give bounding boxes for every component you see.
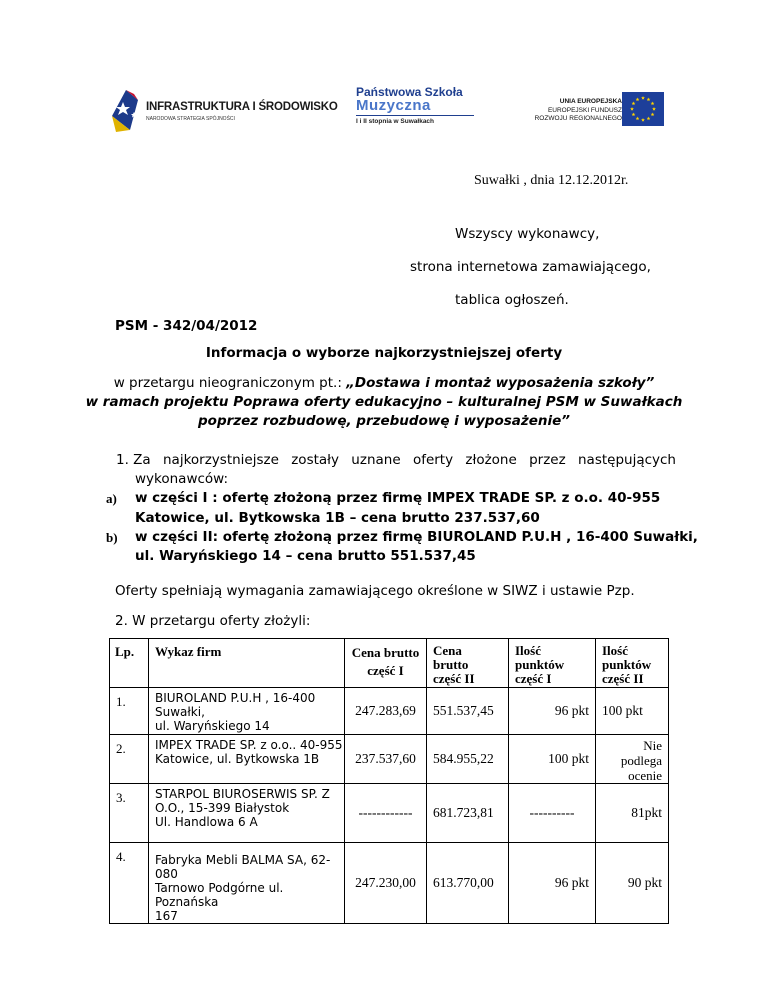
row-points-part1: 100 pkt: [509, 735, 596, 784]
row-points-part2: [596, 784, 669, 843]
recipient-contractors: Wszyscy wykonawcy,: [455, 226, 600, 242]
header-price-part1-line: Cena brutto: [351, 645, 420, 660]
row-points-part2: [596, 843, 669, 924]
row-points-part2-line: ocenie: [628, 768, 662, 783]
eu-logo-line1: UNIA EUROPEJSKA: [559, 98, 622, 105]
infrastruktura-logo: [108, 86, 338, 134]
row-lp: 4.: [110, 843, 149, 924]
header-points-part1-line: część I: [515, 671, 552, 686]
row-price-part1: ------------: [345, 784, 427, 843]
row-price-part1: 237.537,60: [345, 735, 427, 784]
winners-intro-word: uznane: [351, 452, 401, 468]
winners-intro-word: najkorzystniejsze: [163, 452, 279, 468]
row-points-part1: 96 pkt: [509, 843, 596, 924]
row-lp: 1.: [110, 688, 149, 735]
psm-logo: [350, 84, 480, 134]
header-firms: Wykaz firm: [149, 639, 345, 688]
header-points-part1-line: punktów: [515, 657, 565, 672]
row-price-part1: 247.283,69: [345, 688, 427, 735]
infra-subtitle: NARODOWA STRATEGIA SPÓJNOŚCI: [146, 116, 235, 122]
bids-table: [109, 638, 669, 924]
header-points-part1-line: Ilość: [515, 643, 541, 658]
eu-logo: [524, 92, 664, 132]
tender-intro-line1: [0, 375, 768, 391]
winner-part2-line1: w części II: ofertę złożoną przez firmę BIUROLAND P.U.H , 16-400 Suwałki,: [135, 529, 698, 545]
psm-logo-rule: [356, 115, 474, 116]
row-firm-line: O.O., 15-399 Białystok: [155, 801, 290, 815]
winner-part1-line1: w części I : ofertę złożoną przez firmę IMPEX TRADE SP. z o.o. 40-955: [135, 490, 661, 506]
document-date: Suwałki , dnia 12.12.2012r.: [474, 173, 629, 188]
row-firm-line: Suwałki,: [155, 705, 205, 719]
eu-flag-icon: [622, 92, 664, 126]
table-row: [110, 688, 669, 735]
header-price-part2: [427, 639, 509, 688]
table-row: [110, 784, 669, 843]
row-firm: [149, 784, 345, 843]
row-points-part2-line: 90 pkt: [627, 875, 662, 890]
header-price-part2-line: brutto: [433, 657, 469, 672]
header-points-part2: [596, 639, 669, 688]
recipient-noticeboard: tablica ogłoszeń.: [455, 292, 569, 308]
table-row: [110, 843, 669, 924]
row-points-part2-line: 81pkt: [631, 805, 662, 820]
document-heading: Informacja o wyborze najkorzystniejszej oferty: [205, 345, 563, 361]
row-firm-line: 167: [155, 909, 178, 923]
bidders-intro: 2. W przetargu oferty złożyli:: [115, 613, 311, 629]
row-firm-line: Katowice, ul. Bytkowska 1B: [155, 752, 320, 766]
psm-logo-line3: I i II stopnia w Suwałkach: [356, 118, 435, 125]
row-firm: [149, 735, 345, 784]
header-price-part2-line: część II: [433, 671, 475, 686]
eu-logo-line2: EUROPEJSKI FUNDUSZ: [547, 107, 622, 114]
winners-intro-word: 1. Za: [116, 452, 151, 468]
tender-title-part3: poprzez rozbudowę, przebudowę i wyposażenie”: [198, 413, 570, 429]
header-points-part2-line: Ilość: [602, 643, 628, 658]
tender-intro-prefix: w przetargu nieograniczonym pt.:: [113, 375, 347, 391]
winners-intro-word: oferty: [412, 452, 454, 468]
row-points-part2-line: podlega: [620, 753, 662, 768]
row-firm-line: BIUROLAND P.U.H , 16-400: [155, 691, 316, 705]
row-points-part1: 96 pkt: [509, 688, 596, 735]
header-points-part2-line: punktów: [602, 657, 652, 672]
header-price-part2-line: Cena: [433, 643, 462, 658]
requirements-statement: Oferty spełniają wymagania zamawiającego określone w SIWZ i ustawie Pzp.: [115, 583, 635, 599]
header-lp: Lp.: [110, 639, 149, 688]
winners-intro-word: następujących: [577, 452, 676, 468]
table-row: [110, 735, 669, 784]
row-price-part2: 584.955,22: [427, 735, 509, 784]
row-points-part2: [596, 735, 669, 784]
infra-title: INFRASTRUKTURA I ŚRODOWISKO: [146, 101, 338, 113]
psm-logo-line1: Państwowa Szkoła: [356, 85, 463, 99]
row-firm: [149, 843, 345, 924]
row-firm-line: Fabryka Mebli BALMA SA, 62-080: [155, 853, 331, 881]
list-marker-a: a): [106, 491, 117, 506]
infrastruktura-emblem-icon: [108, 86, 144, 134]
row-points-part1: ----------: [509, 784, 596, 843]
header-price-part1-line: część I: [367, 663, 404, 678]
row-points-part2-line: Nie: [643, 738, 662, 753]
reference-number: PSM - 342/04/2012: [115, 318, 258, 334]
tender-title-part1: „Dostawa i montaż wyposażenia szkoły”: [346, 375, 655, 391]
row-firm-line: IMPEX TRADE SP. z o.o.. 40-955: [155, 738, 343, 752]
winners-intro-line1: [116, 452, 676, 468]
row-points-part2-line: 100 pkt: [602, 703, 643, 718]
winner-part1-line2: Katowice, ul. Bytkowska 1B – cena brutto 237.537,60: [135, 510, 540, 526]
tender-title-part2: w ramach projektu Poprawa oferty edukacyjno – kulturalnej PSM w Suwałkach: [85, 394, 683, 410]
winner-part2-line2: ul. Waryńskiego 14 – cena brutto 551.537,45: [135, 548, 476, 564]
row-price-part2: 551.537,45: [427, 688, 509, 735]
row-lp: 3.: [110, 784, 149, 843]
row-firm: [149, 688, 345, 735]
winners-intro-word: zostały: [291, 452, 339, 468]
row-points-part2: [596, 688, 669, 735]
winners-intro-line2: wykonawców:: [135, 471, 229, 487]
row-lp: 2.: [110, 735, 149, 784]
header-price-part1: [345, 639, 427, 688]
psm-logo-line2: Muzyczna: [356, 97, 431, 114]
table-header-row: [110, 639, 669, 688]
winners-intro-word: przez: [529, 452, 566, 468]
eu-logo-line3: ROZWOJU REGIONALNEGO: [534, 115, 622, 122]
row-firm-line: STARPOL BIUROSERWIS SP. Z: [155, 787, 330, 801]
row-firm-line: Ul. Handlowa 6 A: [155, 815, 258, 829]
header-points-part2-line: część II: [602, 671, 644, 686]
list-marker-b: b): [106, 530, 118, 545]
winners-intro-word: złożone: [465, 452, 517, 468]
row-firm-line: ul. Waryńskiego 14: [155, 719, 270, 733]
row-price-part1: 247.230,00: [345, 843, 427, 924]
row-price-part2: 681.723,81: [427, 784, 509, 843]
recipient-website: strona internetowa zamawiającego,: [410, 259, 651, 275]
row-firm-line: Tarnowo Podgórne ul. Poznańska: [155, 881, 284, 909]
header-points-part1: [509, 639, 596, 688]
row-price-part2: 613.770,00: [427, 843, 509, 924]
